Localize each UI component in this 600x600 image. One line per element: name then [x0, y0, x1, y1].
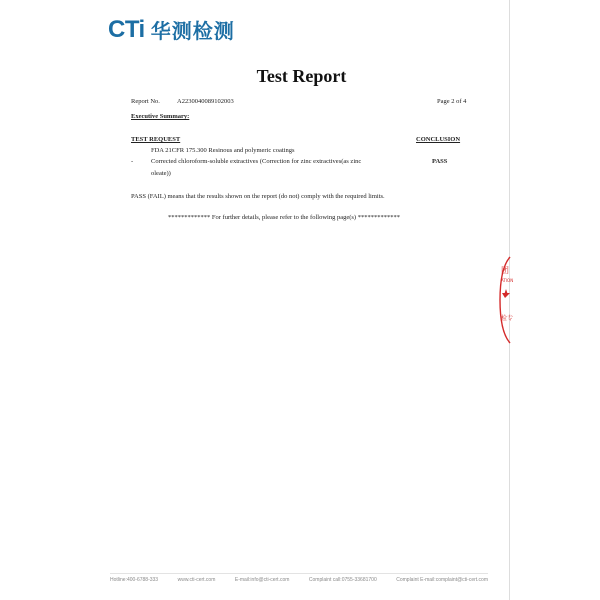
footer-complaint-email: Complaint E-mail:complaint@cti-cert.com: [396, 577, 488, 583]
pass-fail-note: PASS (FAIL) means that the results shown on the report (do not) comply with the required limits.: [131, 193, 385, 200]
item-bullet: -: [131, 158, 134, 165]
item-text-line1: Corrected chloroform-soluble extractives (Correction for zinc extractives(as zinc: [151, 158, 362, 165]
svg-text:检专: 检专: [501, 315, 514, 322]
executive-summary-heading: Executive Summary:: [131, 113, 190, 120]
seal-stamp: [494, 255, 514, 345]
svg-text:ATION: ATION: [501, 278, 514, 283]
footer-hotline: Hotline:400-6788-333: [110, 577, 159, 583]
item-group: FDA 21CFR 175.300 Resinous and polymeric coatings: [151, 147, 295, 154]
logo-cjk: 华测检测: [150, 19, 235, 43]
report-page: [93, 0, 510, 600]
item-result: PASS: [432, 158, 448, 165]
page-title: Test Report: [256, 66, 347, 86]
test-request-header: TEST REQUEST: [131, 136, 181, 143]
report-no-label: Report No.: [131, 98, 160, 105]
company-logo: [108, 15, 235, 44]
report-no-value: A2230040089102003: [177, 98, 234, 105]
footer-divider: [110, 573, 488, 574]
svg-text:团: 团: [501, 266, 509, 275]
item-text-line2: oleate)): [151, 170, 171, 177]
footer-complaint-call: Complaint call:0755-33681700: [308, 577, 377, 583]
conclusion-header: CONCLUSION: [416, 136, 461, 143]
page-number: Page 2 of 4: [437, 98, 467, 105]
further-details-note: ************* For further details, please refer to the following page(s) *************: [168, 214, 400, 221]
footer: [110, 577, 488, 583]
logo-latin: CTi: [108, 15, 145, 43]
footer-email: E-mail:info@cti-cert.com: [234, 577, 290, 583]
footer-website: www.cti-cert.com: [177, 577, 216, 583]
